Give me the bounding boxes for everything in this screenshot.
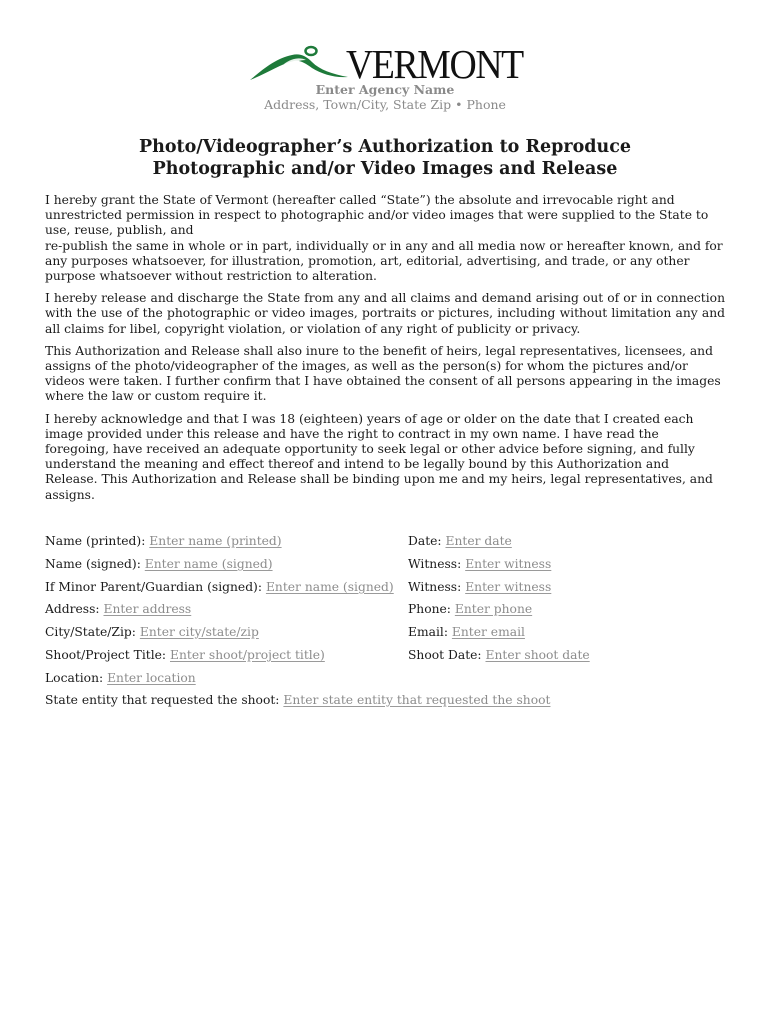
mountain-swoosh-icon bbox=[248, 44, 358, 84]
paragraph-grant-part2: re-publish the same in whole or in part, individually or in any and all media now or hereafter known, and for any purposes whatsoever, for illustration, promotion, art, editorial, advertising, and trade, or any other purpose whatsoever without restriction to alteration. bbox=[45, 238, 723, 284]
release-text bbox=[45, 193, 725, 510]
paragraph-inure: This Authorization and Release shall also inure to the benefit of heirs, legal representatives, licensees, and assigns of the photo/videographer of the images, as well as the person(s) for whom the pictures and/or videos were taken. I further confirm that I have obtained the consent of all persons appearing in the images where the law or custom require it. bbox=[45, 343, 721, 404]
location-label: Location: bbox=[45, 671, 104, 685]
phone-row bbox=[408, 602, 532, 617]
state-entity-label: State entity that requested the shoot: bbox=[45, 693, 280, 707]
agency-address-field[interactable]: Address, Town/City, State Zip • Phone bbox=[264, 97, 506, 112]
paragraph-grant-part1: I hereby grant the State of Vermont (hereafter called “State”) the absolute and irrevocable right and unrestricted permission in respect to photographic and/or video images that were supplied to the State to use, reuse, publish, and bbox=[45, 193, 709, 238]
state-entity-row bbox=[45, 693, 550, 708]
name-printed-input[interactable]: Enter name (printed) bbox=[149, 534, 282, 548]
name-printed-label: Name (printed): bbox=[45, 534, 146, 548]
shoot-title-input[interactable]: Enter shoot/project title) bbox=[169, 648, 325, 662]
vermont-logo bbox=[248, 41, 523, 87]
minor-guardian-input[interactable]: Enter name (signed) bbox=[265, 580, 394, 594]
location-input[interactable]: Enter location bbox=[107, 671, 196, 685]
phone-input[interactable]: Enter phone bbox=[454, 602, 533, 616]
location-row bbox=[45, 671, 196, 686]
shoot-date-row bbox=[408, 648, 590, 663]
address-label: Address: bbox=[45, 602, 100, 616]
email-input[interactable]: Enter email bbox=[451, 625, 525, 639]
city-state-zip-input[interactable]: Enter city/state/zip bbox=[139, 625, 259, 639]
minor-guardian-label: If Minor Parent/Guardian (signed): bbox=[45, 580, 263, 594]
witness-label-2: Witness: bbox=[408, 580, 462, 594]
paragraph-release: I hereby release and discharge the State from any and all claims and demand arising out of or in connection with the use of the photographic or video images, portraits or pictures, including without limitation any and all claims for libel, copyright violation, or violation of any right of publicity or privacy. bbox=[45, 291, 725, 336]
shoot-title-label: Shoot/Project Title: bbox=[45, 648, 167, 662]
witness-input-2[interactable]: Enter witness bbox=[465, 580, 552, 594]
shoot-title-row bbox=[45, 648, 325, 663]
city-state-zip-row bbox=[45, 625, 259, 640]
witness-row-1 bbox=[408, 557, 551, 572]
name-signed-label: Name (signed): bbox=[45, 557, 141, 571]
address-row bbox=[45, 602, 191, 617]
title-line-1: Photo/Videographer’s Authorization to Reproduce bbox=[139, 137, 631, 157]
title-line-2: Photographic and/or Video Images and Release bbox=[152, 159, 618, 179]
document-title bbox=[0, 136, 770, 180]
state-entity-input[interactable]: Enter state entity that requested the shoot bbox=[283, 693, 551, 707]
name-printed-row bbox=[45, 534, 282, 549]
address-input[interactable]: Enter address bbox=[103, 602, 192, 616]
agency-name-field[interactable]: Enter Agency Name bbox=[315, 82, 455, 97]
name-signed-input[interactable]: Enter name (signed) bbox=[144, 557, 273, 571]
email-label: Email: bbox=[408, 625, 448, 639]
shoot-date-input[interactable]: Enter shoot date bbox=[485, 648, 590, 662]
minor-guardian-row bbox=[45, 580, 394, 595]
date-label: Date: bbox=[408, 534, 442, 548]
witness-row-2 bbox=[408, 580, 551, 595]
email-row bbox=[408, 625, 525, 640]
logo-wordmark: VERMONT bbox=[346, 41, 523, 87]
paragraph-grant bbox=[45, 193, 725, 284]
name-signed-row bbox=[45, 557, 273, 572]
date-row bbox=[408, 534, 512, 549]
phone-label: Phone: bbox=[408, 602, 451, 616]
witness-label-1: Witness: bbox=[408, 557, 462, 571]
witness-input-1[interactable]: Enter witness bbox=[465, 557, 552, 571]
date-input[interactable]: Enter date bbox=[445, 534, 512, 548]
paragraph-acknowledge: I hereby acknowledge and that I was 18 (eighteen) years of age or older on the date that I created each image provided under this release and have the right to contract in my own name. I have read the foregoing, have received an adequate opportunity to seek legal or other advice before signing, and fully understand the meaning and effect thereof and intend to be legally bound by this Authorization and Release. This Authorization and Release shall be binding upon me and my heirs, legal representatives, and assigns. bbox=[45, 411, 713, 502]
city-state-zip-label: City/State/Zip: bbox=[45, 625, 136, 639]
shoot-date-label: Shoot Date: bbox=[408, 648, 482, 662]
